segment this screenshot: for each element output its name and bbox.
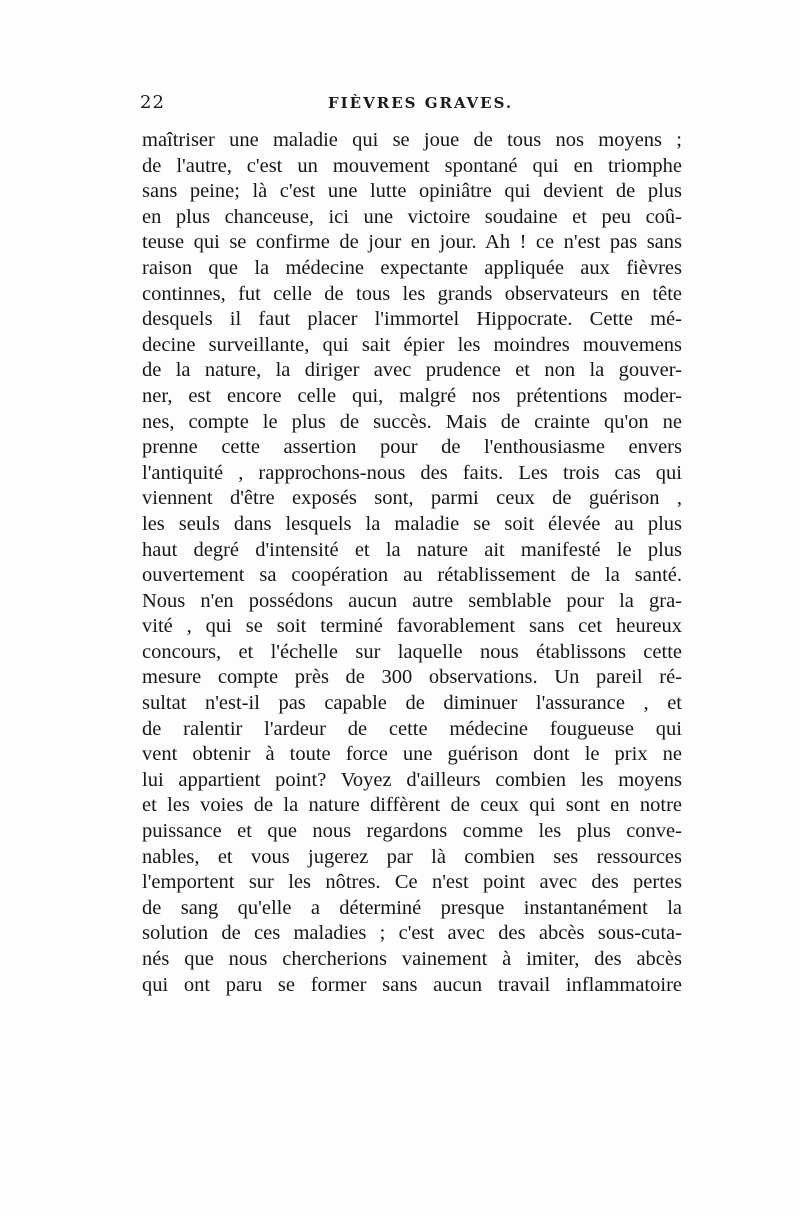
text-line: vent obtenir à toute force une guérison dont le prix ne [142, 743, 682, 766]
text-line: mesure compte près de 300 observations. Un pareil ré- [142, 666, 682, 689]
text-line: sultat n'est-il pas capable de diminuer l'assurance , et [142, 692, 682, 715]
text-line: prenne cette assertion pour de l'enthousiasme envers [142, 436, 682, 459]
text-line: desquels il faut placer l'immortel Hippocrate. Cette mé- [142, 308, 682, 331]
text-line: nés que nous chercherions vainement à imiter, des abcès [142, 948, 682, 970]
text-line: qui ont paru se former sans aucun travail inflammatoire [142, 973, 682, 996]
body-text [142, 128, 682, 998]
text-line: ouvertement sa coopération au rétablissement de la santé. [142, 564, 682, 587]
text-line: teuse qui se confirme de jour en jour. Ah ! ce n'est pas sans [142, 231, 682, 254]
text-line: raison que la médecine expectante appliquée aux fièvres [142, 256, 682, 279]
text-line: maîtriser une maladie qui se joue de tous nos moyens ; [142, 129, 682, 151]
text-line: puissance et que nous regardons comme les plus conve- [142, 820, 682, 843]
text-line: continnes, fut celle de tous les grands observateurs en tête [142, 282, 682, 305]
text-line: concours, et l'échelle sur laquelle nous établissons cette [142, 640, 682, 663]
text-line: sans peine; là c'est une lutte opiniâtre qui devient de plus [142, 180, 682, 203]
text-line: vité , qui se soit terminé favorablement sans cet heureux [142, 615, 682, 638]
page-header [140, 92, 680, 118]
text-line: l'antiquité , rapprochons-nous des faits. Les trois cas qui [142, 461, 682, 484]
text-line: et les voies de la nature diffèrent de ceux qui sont en notre [142, 794, 682, 817]
text-line: de sang qu'elle a déterminé presque instantanément la [142, 896, 682, 919]
text-line: ner, est encore celle qui, malgré nos prétentions moder- [142, 384, 682, 407]
text-line: lui appartient point? Voyez d'ailleurs combien les moyens [142, 768, 682, 791]
text-line: de ralentir l'ardeur de cette médecine fougueuse qui [142, 717, 682, 740]
text-line: l'emportent sur les nôtres. Ce n'est point avec des pertes [142, 871, 682, 894]
text-line: Nous n'en possédons aucun autre semblable pour la gra- [142, 589, 682, 612]
page-number: 22 [140, 92, 165, 113]
text-line: nables, et vous jugerez par là combien ses ressources [142, 845, 682, 868]
running-head: FIÈVRES GRAVES. [328, 94, 514, 112]
text-line: viennent d'être exposés sont, parmi ceux de guérison , [142, 487, 682, 510]
text-line: en plus chanceuse, ici une victoire soudaine et peu coû- [142, 205, 682, 228]
text-line: de l'autre, c'est un mouvement spontané qui en triomphe [142, 154, 682, 177]
text-line: solution de ces maladies ; c'est avec des abcès sous-cuta- [142, 922, 682, 945]
text-line: haut degré d'intensité et la nature ait manifesté le plus [142, 538, 682, 561]
text-line: nes, compte le plus de succès. Mais de crainte qu'on ne [142, 410, 682, 433]
text-line: de la nature, la diriger avec prudence et non la gouver- [142, 359, 682, 382]
text-line: les seuls dans lesquels la maladie se soit élevée au plus [142, 512, 682, 535]
text-line: decine surveillante, qui sait épier les moindres mouvemens [142, 333, 682, 356]
